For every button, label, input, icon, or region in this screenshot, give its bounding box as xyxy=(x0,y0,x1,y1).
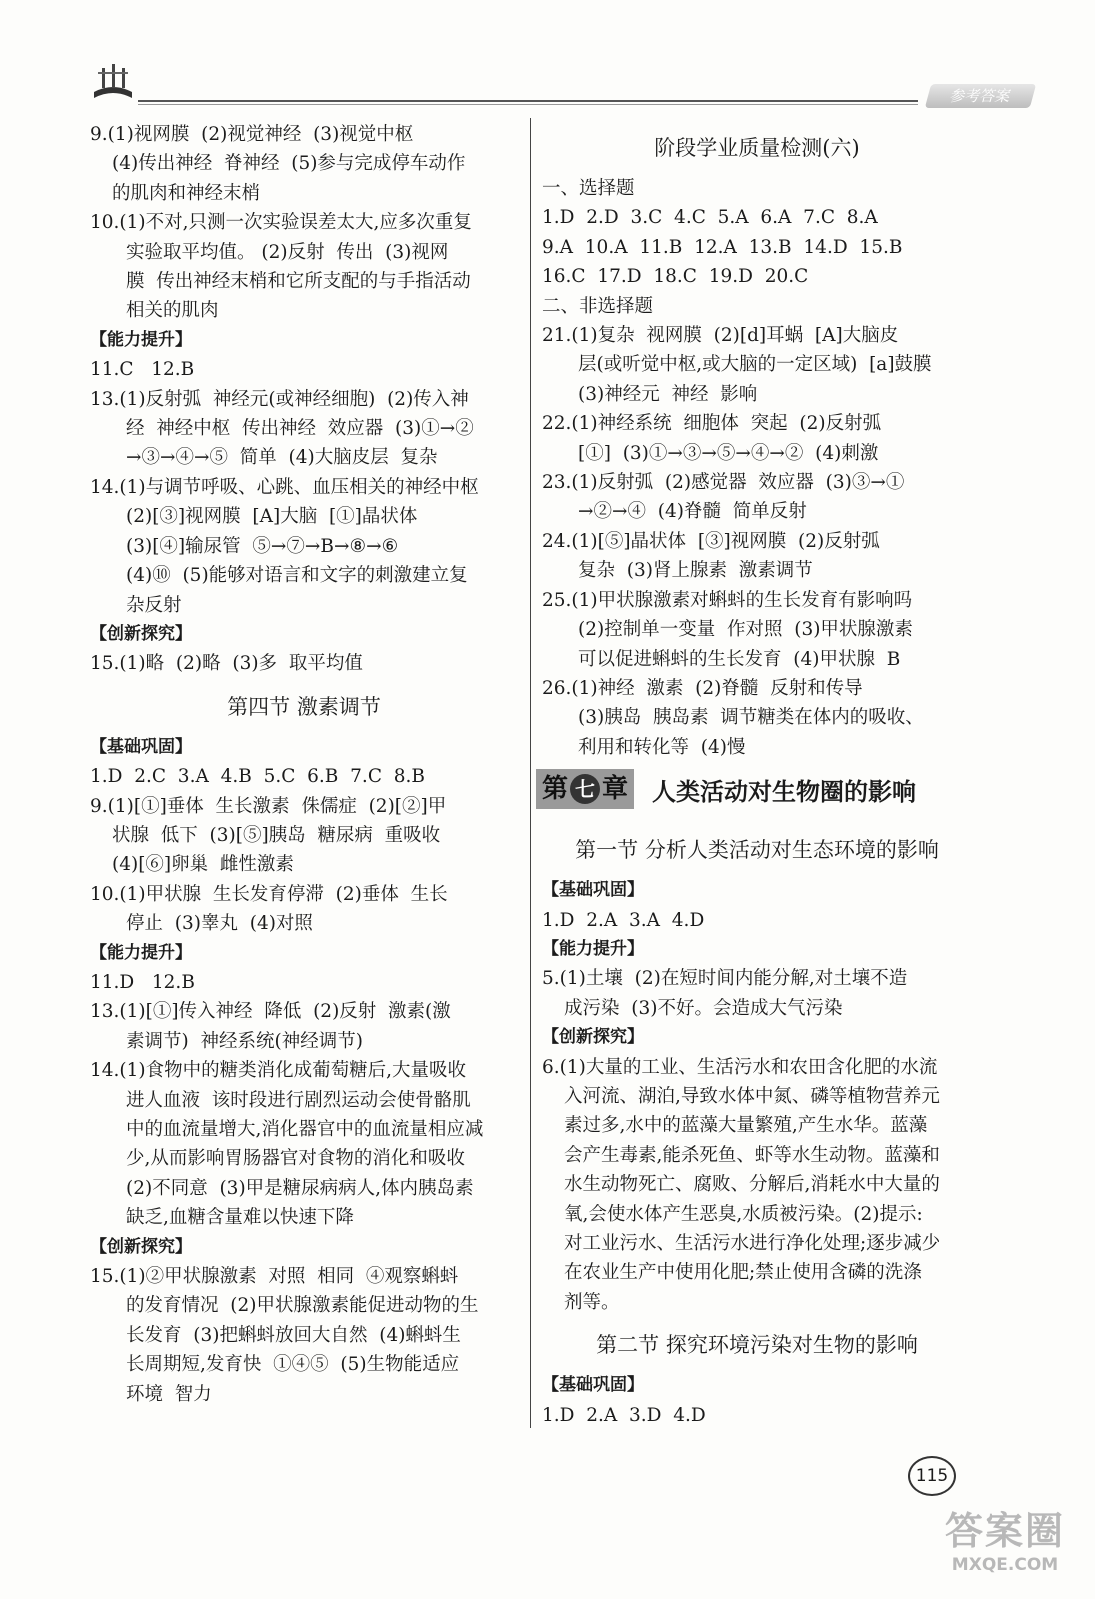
answer-line: 13.(1)[①]传入神经 降低 (2)反射 激素(激 xyxy=(90,1001,451,1023)
answer-line: 6.(1)大量的工业、生活污水和农田含化肥的水流 xyxy=(542,1056,938,1078)
answer-line-continued: 入河流、湖泊,导致水体中氮、磷等植物营养元 xyxy=(564,1085,940,1107)
section-label: 【创新探究】 xyxy=(542,1027,644,1048)
book-logo-icon xyxy=(90,62,136,104)
left-column xyxy=(90,120,518,1409)
answer-line-continued: 可以促进蝌蚪的生长发育 (4)甲状腺 B xyxy=(578,648,901,670)
page-number-text: 115 xyxy=(915,1466,949,1486)
answer-line-continued: (2)不同意 (3)甲是糖尿病病人,体内胰岛素 xyxy=(126,1177,474,1199)
section-label: 【能力提升】 xyxy=(542,938,644,959)
answer-line: 9.(1)[①]垂体 生长激素 侏儒症 (2)[②]甲 xyxy=(90,795,447,817)
answer-line-continued: 膜 传出神经末梢和它所支配的与手指活动 xyxy=(126,271,471,293)
answer-line-continued: 成污染 (3)不好。会造成大气污染 xyxy=(564,997,843,1019)
section-label: 【创新探究】 xyxy=(90,1236,192,1257)
answer-line-continued: 环境 智力 xyxy=(126,1383,212,1405)
section-label: 【能力提升】 xyxy=(90,329,192,350)
section-title: 第二节 探究环境污染对生物的影响 xyxy=(596,1333,918,1358)
answer-line-continued: (3)胰岛 胰岛素 调节糖类在体内的吸收、 xyxy=(578,707,924,729)
chapter-number: 七 xyxy=(570,774,600,804)
chapter-title: 人类活动对生物圈的影响 xyxy=(652,777,917,806)
answer-line: 1.D 2.A 3.A 4.D xyxy=(542,909,705,931)
answer-line-continued: 会产生毒素,能杀死鱼、虾等水生动物。蓝藻和 xyxy=(564,1144,940,1166)
answer-line-continued: 进人血液 该时段进行剧烈运动会使骨骼肌 xyxy=(126,1089,471,1111)
answer-line-continued: 素过多,水中的蓝藻大量繁殖,产生水华。蓝藻 xyxy=(564,1115,928,1137)
chapter-prefix: 第 xyxy=(542,774,569,805)
answer-line: 21.(1)复杂 视网膜 (2)[d]耳蜗 [A]大脑皮 xyxy=(542,325,899,347)
section-title: 第一节 分析人类活动对生态环境的影响 xyxy=(575,838,939,863)
chapter-suffix: 章 xyxy=(602,774,629,805)
watermark-title: 答案圈 xyxy=(944,1509,1065,1553)
answer-line-continued: 缺乏,血糖含量难以快速下降 xyxy=(126,1207,354,1229)
column-divider xyxy=(530,118,531,1428)
answer-line: 9.A 10.A 11.B 12.A 13.B 14.D 15.B xyxy=(542,236,903,258)
answer-line-continued: 停止 (3)睾丸 (4)对照 xyxy=(126,913,313,935)
answer-line-continued: (2)[③]视网膜 [A]大脑 [①]晶状体 xyxy=(126,506,418,528)
header-rule xyxy=(138,100,918,102)
page-header xyxy=(78,62,1013,108)
answer-line: 26.(1)神经 激素 (2)脊髓 反射和传导 xyxy=(542,677,863,699)
answer-line-continued: (3)神经元 神经 影响 xyxy=(578,383,758,405)
answer-line-continued: 利用和转化等 (4)慢 xyxy=(578,736,746,758)
section-label: 【基础巩固】 xyxy=(542,880,644,901)
answer-line: 16.C 17.D 18.C 19.D 20.C xyxy=(542,266,809,288)
answer-line-continued: (3)[④]输尿管 ⑤→⑦→B→⑧→⑥ xyxy=(126,535,399,557)
answer-line-continued: 氧,会使水体产生恶臭,水质被污染。(2)提示: xyxy=(564,1203,923,1225)
answer-line: 25.(1)甲状腺激素对蝌蚪的生长发育有影响吗 xyxy=(542,589,913,611)
answer-line-continued: 水生动物死亡、腐败、分解后,消耗水中大量的 xyxy=(564,1174,940,1196)
answer-line: 22.(1)神经系统 细胞体 突起 (2)反射弧 xyxy=(542,413,882,435)
answer-line: 13.(1)反射弧 神经元(或神经细胞) (2)传入神 xyxy=(90,388,469,410)
answer-line-continued: [①] (3)①→③→⑤→④→② (4)刺激 xyxy=(578,442,879,464)
section-label: 【创新探究】 xyxy=(90,623,192,644)
answer-line-continued: 剂等。 xyxy=(564,1291,620,1313)
page-number xyxy=(908,1456,956,1496)
answer-line: 15.(1)②甲状腺激素 对照 相同 ④观察蝌蚪 xyxy=(90,1266,459,1288)
answer-line-continued: 层(或听觉中枢,或大脑的一定区域) [a]鼓膜 xyxy=(578,354,932,376)
answer-line: 9.(1)视网膜 (2)视觉神经 (3)视觉中枢 xyxy=(90,124,414,145)
section-label: 【基础巩固】 xyxy=(542,1375,644,1396)
answer-line: 24.(1)[⑤]晶状体 [③]视网膜 (2)反射弧 xyxy=(542,530,880,552)
answer-line-continued: 素调节) 神经系统(神经调节) xyxy=(126,1030,363,1052)
answer-line: 14.(1)食物中的糖类消化成葡萄糖后,大量吸收 xyxy=(90,1060,467,1082)
answer-line: 1.D 2.D 3.C 4.C 5.A 6.A 7.C 8.A xyxy=(542,207,878,229)
site-watermark xyxy=(920,1500,1090,1595)
answer-line-continued: 中的血流量增大,消化器官中的血流量相应减 xyxy=(126,1119,484,1140)
answer-line-continued: (2)控制单一变量 作对照 (3)甲状腺激素 xyxy=(578,619,913,641)
answer-line: 1.D 2.C 3.A 4.B 5.C 6.B 7.C 8.B xyxy=(90,766,425,788)
section-label: 【基础巩固】 xyxy=(90,736,192,757)
answer-line-continued: 实验取平均值。 (2)反射 传出 (3)视网 xyxy=(126,241,449,263)
answer-line: 15.(1)略 (2)略 (3)多 取平均值 xyxy=(90,653,363,675)
answer-line: 一、选择题 xyxy=(542,178,635,199)
section-label: 【能力提升】 xyxy=(90,942,192,963)
answer-line-continued: 对工业污水、生活污水进行净化处理;逐步减少 xyxy=(564,1233,941,1254)
answer-line: 二、非选择题 xyxy=(542,295,654,317)
answer-line-continued: 状腺 低下 (3)[⑤]胰岛 糖尿病 重吸收 xyxy=(112,824,441,846)
answer-line: 10.(1)不对,只测一次实验误差太大,应多次重复 xyxy=(90,212,472,234)
answer-line-continued: 经 神经中枢 传出神经 效应器 (3)①→② xyxy=(126,418,474,440)
section-title: 阶段学业质量检测(六) xyxy=(654,136,860,160)
answer-line-continued: 杂反射 xyxy=(126,594,182,616)
section-title: 第四节 激素调节 xyxy=(227,694,381,719)
chapter-number-box xyxy=(536,769,634,809)
answer-line-continued: 复杂 (3)肾上腺素 激素调节 xyxy=(578,560,813,582)
answer-line-continued: 的发育情况 (2)甲状腺激素能促进动物的生 xyxy=(126,1295,479,1317)
answer-line-continued: 在农业生产中使用化肥;禁止使用含磷的洗涤 xyxy=(564,1262,922,1284)
answer-line-continued: (4)传出神经 脊神经 (5)参与完成停车动作 xyxy=(112,153,466,175)
answer-key-badge: 参考答案 xyxy=(925,84,1036,108)
answer-line: 11.D 12.B xyxy=(90,971,195,993)
chapter-heading xyxy=(536,766,972,812)
answer-line-continued: 长周期短,发育快 ①④⑤ (5)生物能适应 xyxy=(126,1354,460,1376)
page-number-ring xyxy=(908,1456,956,1496)
answer-line-continued: 少,从而影响胃肠器官对食物的消化和吸收 xyxy=(126,1148,465,1170)
answer-line-continued: (4)⑩ (5)能够对语言和文字的刺激建立复 xyxy=(126,565,468,587)
answer-line-continued: →②→④ (4)脊髓 简单反射 xyxy=(578,501,807,523)
answer-line: 11.C 12.B xyxy=(90,359,195,381)
right-column xyxy=(542,120,972,1430)
answer-line-continued: →③→④→⑤ 简单 (4)大脑皮层 复杂 xyxy=(126,447,438,469)
answer-line: 14.(1)与调节呼吸、心跳、血压相关的神经中枢 xyxy=(90,476,479,498)
answer-line: 10.(1)甲状腺 生长发育停滞 (2)垂体 生长 xyxy=(90,883,448,905)
answer-line-continued: 的肌肉和神经末梢 xyxy=(112,182,261,204)
answer-line: 23.(1)反射弧 (2)感觉器 效应器 (3)③→① xyxy=(542,472,905,494)
watermark-url: MXQE.COM xyxy=(951,1555,1059,1575)
answer-line-continued: (4)[⑥]卵巢 雌性激素 xyxy=(112,854,294,876)
header-rule-thin xyxy=(138,104,918,105)
answer-line: 1.D 2.A 3.D 4.D xyxy=(542,1404,706,1426)
answer-line: 5.(1)土壤 (2)在短时间内能分解,对土壤不造 xyxy=(542,968,908,990)
answer-line-continued: 相关的肌肉 xyxy=(126,300,219,322)
answer-line-continued: 长发育 (3)把蝌蚪放回大自然 (4)蝌蚪生 xyxy=(126,1324,461,1346)
